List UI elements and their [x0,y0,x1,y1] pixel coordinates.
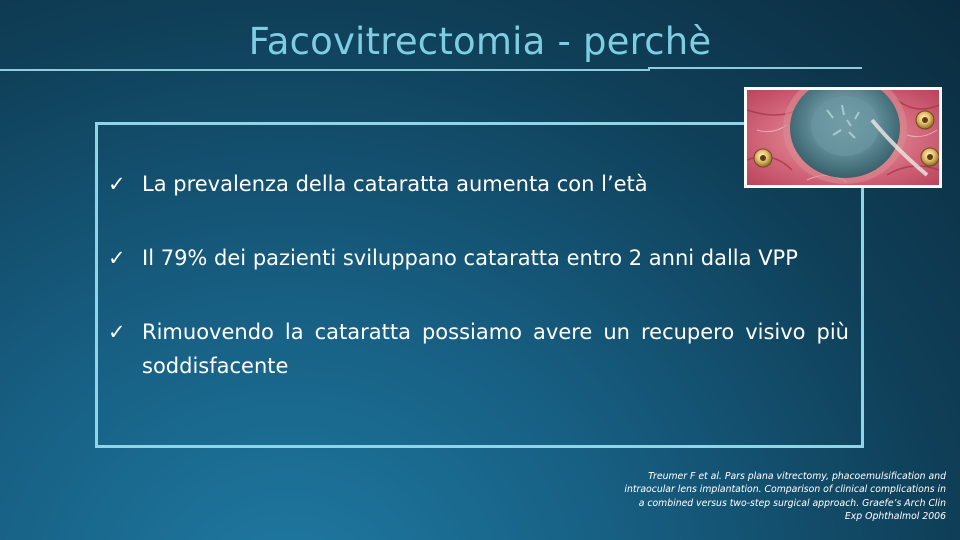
bullet-item [108,167,848,201]
title-underline-right [648,67,862,69]
bullet-item [108,241,858,275]
bullet-item [108,315,853,383]
checkmark-icon: ✓ [108,320,126,344]
title-underline-left [0,69,650,71]
citation: Treumer F et al. Pars plana vitrectomy, phacoemulsification and intraocular lens implantation. Comparison of clinical complications in a combined versus two-step surgical approach. Graefe’s Arch Clin Exp Ophthalmol 2006 [624,471,946,522]
checkmark-icon: ✓ [108,172,126,196]
bullet-text: La prevalenza della cataratta aumenta con l’età [142,172,648,196]
slide-title: Facovitrectomia - perchè [248,20,712,63]
checkmark-icon: ✓ [108,246,126,270]
bullet-text: Rimuovendo la cataratta possiamo avere un recupero visivo più soddisfacente [142,320,849,378]
bullet-text: Il 79% dei pazienti sviluppano cataratta entro 2 anni dalla VPP [142,246,798,270]
